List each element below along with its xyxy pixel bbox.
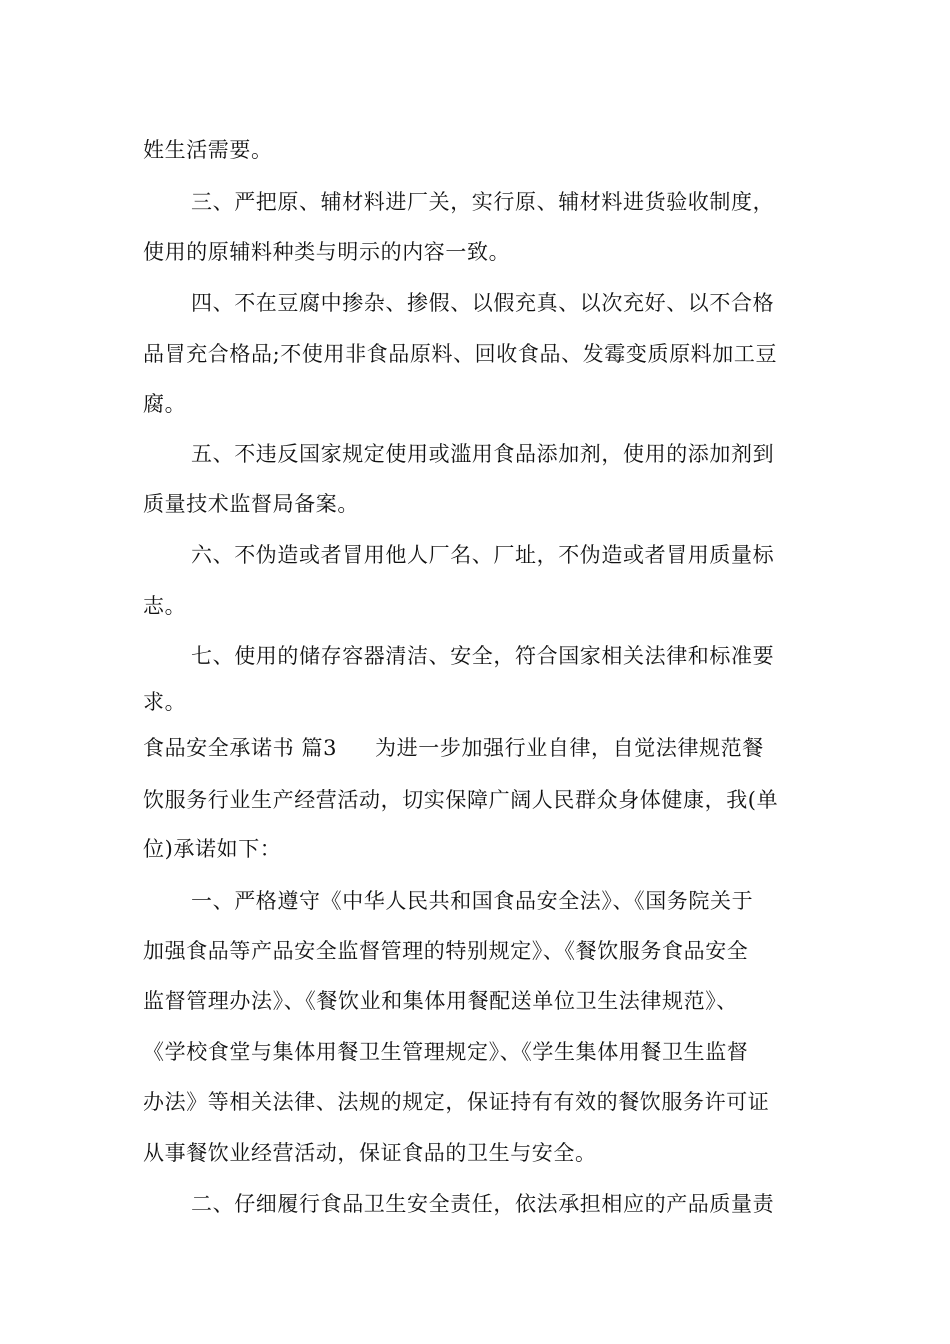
paragraph-line: 三、严把原、辅材料进厂关，实行原、辅材料进货验收制度， [191,190,775,214]
paragraph-line: 监督管理办法》、《餐饮业和集体用餐配送单位卫生法律规范》、 [143,989,738,1013]
paragraph-line: 位)承诺如下： [143,837,282,861]
paragraph-line: 质量技术监督局备案。 [143,492,359,516]
section-first-line: 为进一步加强行业自律，自觉法律规范餐 [375,736,764,760]
paragraph-line: 使用的原辅料种类与明示的内容一致。 [143,240,511,264]
paragraph-line: 求。 [143,690,187,714]
paragraph-line: 《学校食堂与集体用餐卫生管理规定》、《学生集体用餐卫生监督 [143,1040,749,1064]
paragraph-line: 腐。 [143,392,187,416]
paragraph-line: 二、仔细履行食品卫生安全责任，依法承担相应的产品质量责 [191,1192,775,1216]
paragraph-line: 一、严格遵守《中华人民共和国食品安全法》、《国务院关于 [191,889,754,913]
paragraph-line: 五、不违反国家规定使用或滥用食品添加剂，使用的添加剂到 [191,442,775,466]
paragraph-line: 从事餐饮业经营活动，保证食品的卫生与安全。 [143,1141,597,1165]
section-title: 食品安全承诺书 篇3 [143,736,338,760]
section-heading-line [143,734,764,762]
paragraph-line: 饮服务行业生产经营活动，切实保障广阔人民群众身体健康，我(单 [143,788,779,812]
paragraph-line: 六、不伪造或者冒用他人厂名、厂址，不伪造或者冒用质量标 [191,543,775,567]
paragraph-line: 七、使用的储存容器清洁、安全，符合国家相关法律和标准要 [191,644,775,668]
paragraph-line: 品冒充合格品;不使用非食品原料、回收食品、发霉变质原料加工豆 [143,342,778,366]
paragraph-line: 办法》等相关法律、法规的规定，保证持有有效的餐饮服务许可证 [143,1090,770,1114]
paragraph-line: 加强食品等产品安全监督管理的特别规定》、《餐饮服务食品安全 [143,939,749,963]
paragraph-line: 姓生活需要。 [143,138,273,162]
paragraph-line: 志。 [143,594,187,618]
paragraph-line: 四、不在豆腐中掺杂、掺假、以假充真、以次充好、以不合格 [191,291,775,315]
